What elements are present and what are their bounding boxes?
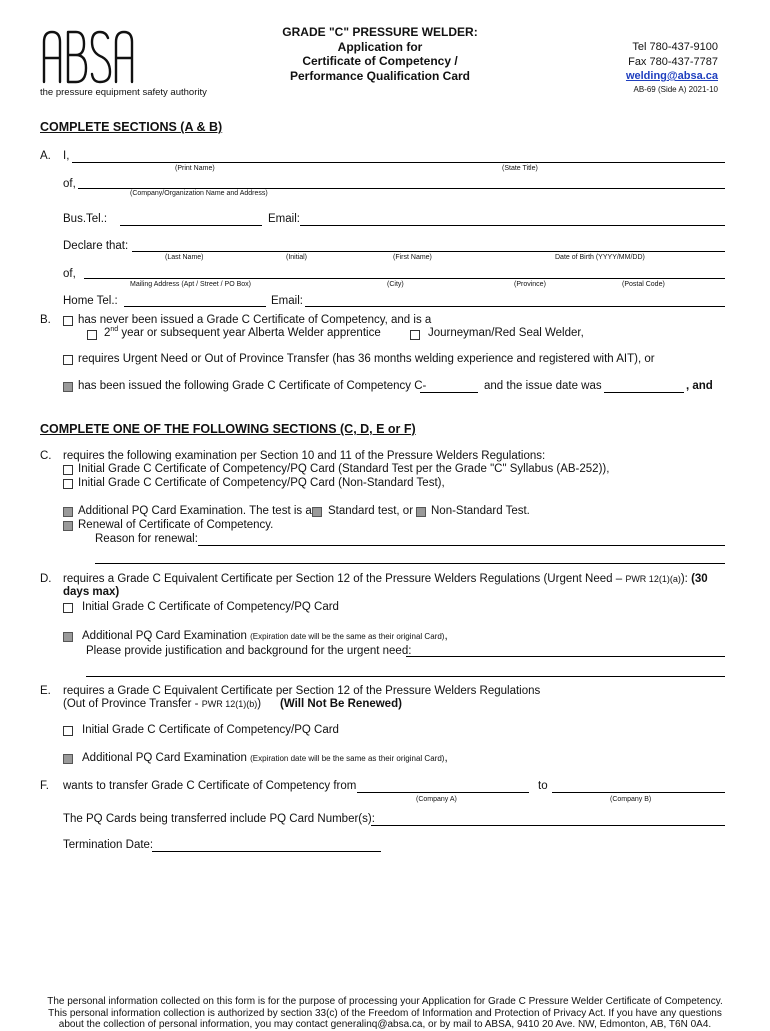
c-option2-checkbox[interactable] [63,479,73,489]
justification-field[interactable] [406,656,725,657]
b-label: B. [40,314,51,326]
absa-logo-mark [40,28,136,86]
c-option1-checkbox[interactable] [63,465,73,475]
d-option2-text: Additional PQ Card Examination (Expiration date will be the same as their original Card), [82,630,448,642]
province-caption: (Province) [514,281,546,288]
e-option2-note: (Expiration date will be the same as their original Card) [250,754,445,763]
d-intro-days: (30 [691,573,708,585]
first-name-caption: (First Name) [393,254,432,261]
address-field[interactable] [84,278,725,279]
title-line-1: GRADE "C" PRESSURE WELDER: [282,25,478,39]
e-option1-checkbox[interactable] [63,726,73,736]
and-text: , and [686,380,713,392]
c-option4-checkbox[interactable] [63,521,73,531]
termination-label: Termination Date: [63,839,154,851]
f-label: F. [40,780,49,792]
apprentice-year: 2 [104,326,111,339]
d-option2-checkbox[interactable] [63,632,73,642]
absa-logo [40,28,136,89]
print-name-field[interactable] [72,162,725,163]
journeyman-checkbox[interactable] [410,330,420,340]
contact-block [626,40,718,95]
b-option2-text: requires Urgent Need or Out of Province Transfer (has 36 months welding experience and registered with AIT), or [78,353,655,365]
form-code: AB-69 (Side A) 2021-10 [633,84,718,94]
d-intro-text: requires a Grade C Equivalent Certificate per Section 12 of the Pressure Welders Regulations (Urgent Need – [63,573,623,585]
b-option3-checkbox[interactable] [63,382,73,392]
company-a-field[interactable] [357,792,529,793]
of2-label: of, [63,268,76,280]
e-intro-2-text: (Out of Province Transfer - [63,698,199,710]
mailing-caption: Mailing Address (Apt / Street / PO Box) [130,281,251,288]
e-intro-2 [63,698,261,710]
will-not-renew: (Will Not Be Renewed) [280,698,402,710]
tel: Tel 780-437-9100 [632,41,718,53]
f-intro: wants to transfer Grade C Certificate of Competency from [63,780,357,792]
privacy-footer [20,996,750,1031]
i-label: I, [63,150,70,162]
reason-label: Reason for renewal: [95,533,198,545]
termination-field[interactable] [152,851,381,852]
pq-numbers-field[interactable] [371,825,725,826]
title-line-2: Application for [337,39,423,54]
form-title [260,25,500,83]
c-intro: requires the following examination per Section 10 and 11 of the Pressure Welders Regulations: [63,450,546,462]
city-caption: (City) [387,281,404,288]
b-option2-checkbox[interactable] [63,355,73,365]
issue-date-field[interactable] [604,392,684,393]
d-option2-label: Additional PQ Card Examination [82,630,247,642]
to-label: to [538,780,548,792]
apprentice-checkbox[interactable] [87,330,97,340]
justification-label: Please provide justification and background for the urgent need: [86,645,412,657]
e-label: E. [40,685,51,697]
company-b-caption: (Company B) [610,796,652,803]
d-option1-checkbox[interactable] [63,603,73,613]
c-label: C. [40,450,52,462]
postal-caption: (Postal Code) [622,281,665,288]
footer-line-3: about the collection of personal information, you may contact generalinq@absa.ca, or by mail to ABSA, 9410 20 Ave. NW, Edmonton, AB, T6N 0A4. [58,1019,712,1030]
footer-line-1: The personal information collected on this form is for the purpose of processing your Application for Grade C Pressure Welder Certificate of Competency. [47,996,723,1007]
title-line-3: Certificate of Competency / [302,54,458,68]
state-title-caption: (State Title) [502,165,538,172]
reason-field-2[interactable] [95,563,725,564]
company-a-caption: (Company A) [416,796,457,803]
justification-field-2[interactable] [86,676,725,677]
title-line-4: Performance Qualification Card [289,68,471,83]
e-intro: requires a Grade C Equivalent Certificate per Section 12 of the Pressure Welders Regulations [63,685,541,697]
company-caption: (Company/Organization Name and Address) [130,190,268,197]
e-option2-label: Additional PQ Card Examination [82,752,247,764]
last-name-caption: (Last Name) [165,254,204,261]
dob-caption: Date of Birth (YYYY/MM/DD) [555,254,645,261]
footer-line-2: This personal information collection is authorized by section 33(c) of the Freedom of Information and Protection of Privacy Act. If you have any questions [48,1007,722,1019]
certificate-number-field[interactable] [420,392,478,393]
initial-caption: (Initial) [286,254,308,261]
journeyman-text: Journeyman/Red Seal Welder, [428,327,584,339]
declare-label: Declare that: [63,240,129,252]
e-intro-2-ref: PWR 12(1)(b) [201,699,258,709]
bus-tel-label: Bus.Tel.: [63,213,108,225]
pq-numbers-label: The PQ Cards being transferred include PQ Card Number(s): [63,813,375,825]
b-option1-text: has never been issued a Grade C Certificate of Competency, and is a [78,314,432,326]
email2-field[interactable] [305,306,725,307]
a-label: A. [40,150,51,162]
home-tel-label: Home Tel.: [63,295,118,307]
non-standard-test-checkbox[interactable] [416,507,426,517]
email2-label: Email: [271,295,303,307]
company-field[interactable] [78,188,725,189]
e-option1-text: Initial Grade C Certificate of Competency/PQ Card [82,724,339,736]
c-option3-checkbox[interactable] [63,507,73,517]
b-option3-text: has been issued the following Grade C Certificate of Competency C- [78,380,427,392]
d-option2-note: (Expiration date will be the same as their original Card) [250,632,445,641]
standard-test-checkbox[interactable] [312,507,322,517]
reason-field[interactable] [198,545,725,546]
name-dob-field[interactable] [132,251,725,252]
issue-date-text: and the issue date was [484,380,602,392]
apprentice-text [104,326,381,339]
standard-test-text: Standard test, or [328,505,414,517]
section-cf-heading: COMPLETE ONE OF THE FOLLOWING SECTIONS (C, D, E or F) [40,422,416,436]
e-intro-2-close: ) [257,698,262,710]
non-standard-test-text: Non-Standard Test. [431,505,530,517]
b-option1-checkbox[interactable] [63,316,73,326]
home-tel-field[interactable] [124,306,266,307]
d-intro-days-max: days max) [63,586,120,598]
d-intro-ref: PWR 12(1)(a) [625,574,681,584]
apprentice-sup: nd [110,326,119,333]
bus-tel-field[interactable] [120,225,262,226]
c-option2-text: Initial Grade C Certificate of Competency/PQ Card (Non-Standard Test), [78,477,445,489]
section-ab-heading: COMPLETE SECTIONS (A & B) [40,120,223,134]
company-b-field[interactable] [552,792,725,793]
email-link[interactable]: welding@absa.ca [625,70,718,82]
apprentice-label: year or subsequent year Alberta Welder apprentice [118,326,381,339]
c-option3-text: Additional PQ Card Examination. The test is a [78,505,312,517]
d-intro-close: ): [680,573,688,585]
d-label: D. [40,573,52,585]
of-label: of, [63,178,76,190]
print-name-caption: (Print Name) [175,165,215,172]
e-option2-checkbox[interactable] [63,754,73,764]
email-label: Email: [268,213,300,225]
d-option1-text: Initial Grade C Certificate of Competency/PQ Card [82,601,339,613]
e-option2-text: Additional PQ Card Examination (Expiration date will be the same as their original Card), [82,752,448,764]
d-intro [63,573,708,585]
logo-tagline: the pressure equipment safety authority [40,87,207,98]
c-option4-text: Renewal of Certificate of Competency. [78,519,274,531]
c-option1-text: Initial Grade C Certificate of Competency/PQ Card (Standard Test per the Grade "C" Syllabus (AB-252)), [78,463,610,475]
email-field[interactable] [300,225,725,226]
fax: Fax 780-437-7787 [628,55,718,68]
